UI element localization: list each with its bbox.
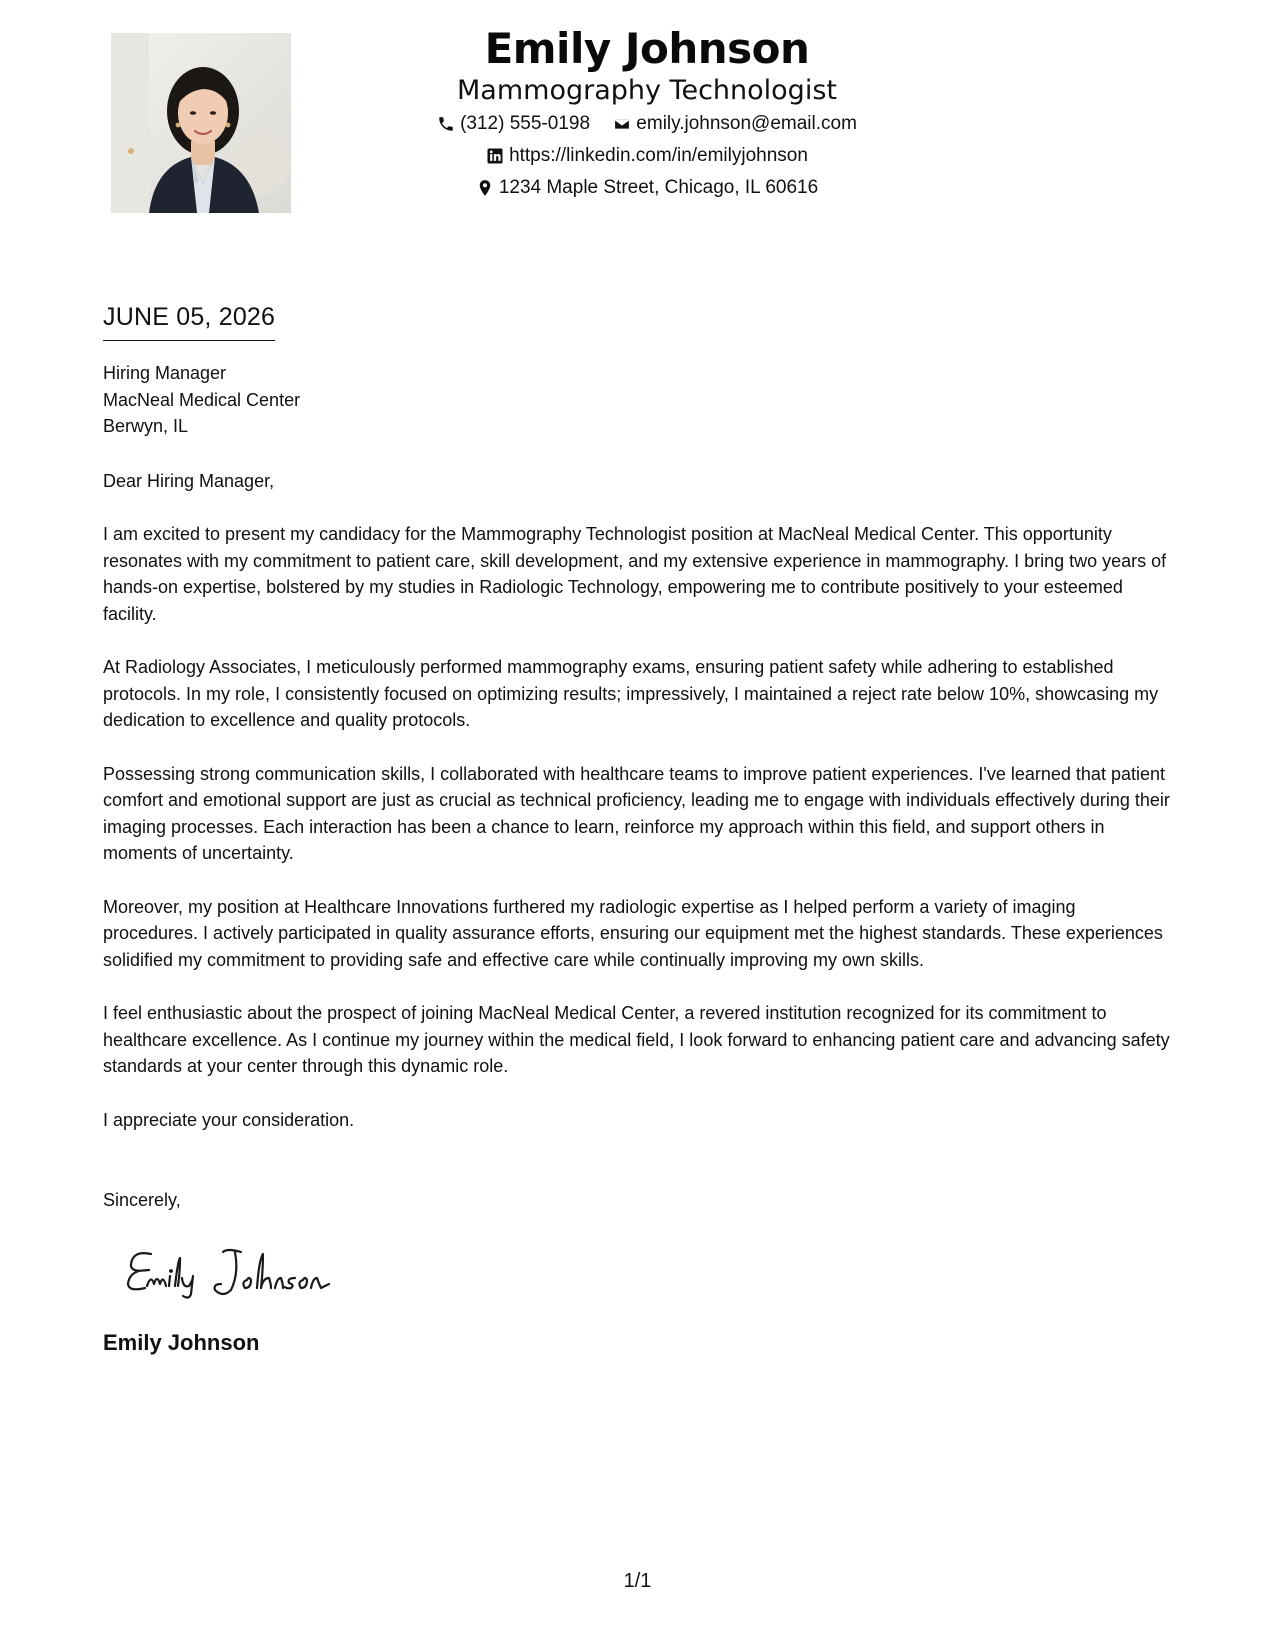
recipient-title: Hiring Manager: [103, 363, 227, 383]
signer-name: Emily Johnson: [103, 1329, 260, 1355]
job-title: Mammography Technologist: [457, 75, 837, 106]
recipient-location: Berwyn, IL: [103, 416, 189, 436]
phone-contact: [437, 108, 590, 140]
street-address: 1234 Maple Street, Chicago, IL 60616: [498, 177, 819, 199]
paragraph-5: I feel enthusiastic about the prospect of joining MacNeal Medical Center, a revered institution recognized for its commitment to healthcare excellence. As I continue my journey within the medical field, I look forward to enhancing patient care and advancing safety standards at your center through this dynamic role.: [103, 1003, 1170, 1076]
linkedin-contact: [486, 140, 808, 172]
contact-line-address: [380, 172, 914, 204]
recipient-block: [103, 360, 1173, 440]
letter-date: JUNE 05, 2026: [103, 300, 275, 341]
header-info: [380, 20, 914, 204]
email-address[interactable]: emily.johnson@email.com: [636, 113, 857, 134]
paragraph-4: Moreover, my position at Healthcare Innovations furthered my radiologic expertise as I helped perform a variety of imaging procedures. I actively participated in quality assurance efforts, ensuring our equipment met the highest standards. These experiences solidified my commitment to providing safe and effective care while continually improving my own skills.: [103, 896, 1163, 970]
linkedin-icon: [486, 147, 504, 165]
letter-body: [103, 360, 1173, 1358]
handwritten-signature: [123, 1240, 1173, 1302]
paragraph-3: Possessing strong communication skills, I collaborated with healthcare teams to improve patient experiences. I've learned that patient comfort and emotional support are just as crucial as technical proficiency, leading me to engage with individuals effectively during their imaging processes. Each interaction has been a chance to learn, reinforce my approach within this field, and support others in moments of uncertainty.: [103, 763, 1170, 863]
email-contact: [613, 108, 857, 140]
date-block: [103, 300, 275, 341]
page-number: 1/1: [623, 1570, 652, 1592]
phone-number: (312) 555-0198: [460, 113, 591, 134]
salutation: Dear Hiring Manager,: [103, 470, 275, 491]
linkedin-url[interactable]: https://linkedin.com/in/emilyjohnson: [509, 145, 808, 167]
paragraph-2: At Radiology Associates, I meticulously performed mammography exams, ensuring patient safety while adhering to established protocols. In my role, I consistently focused on optimizing results; impressively, I maintained a reject rate below 10%, showcasing my dedication to excellence and quality protocols.: [103, 657, 1159, 730]
paragraph-6: I appreciate your consideration.: [103, 1109, 355, 1130]
address-contact: [476, 172, 818, 204]
letter-header: [0, 0, 1275, 230]
paragraph-1: I am excited to present my candidacy for the Mammography Technologist position at MacNeal Medical Center. This opportunity resonates with my commitment to patient care, skill development, and my extensive experience in mammography. I bring two years of hands-on expertise, bolstered by my studies in Radiologic Technology, empowering me to contribute positively to your esteemed facility.: [103, 524, 1167, 624]
applicant-name: Emily Johnson: [484, 24, 810, 73]
contact-line-phone-email: [380, 108, 914, 140]
recipient-organization: MacNeal Medical Center: [103, 389, 301, 410]
profile-photo: [111, 33, 291, 213]
envelope-icon: [613, 115, 631, 133]
contact-line-linkedin: [380, 140, 914, 172]
closing: Sincerely,: [103, 1190, 181, 1210]
phone-icon: [437, 115, 455, 133]
map-marker-icon: [476, 179, 494, 197]
